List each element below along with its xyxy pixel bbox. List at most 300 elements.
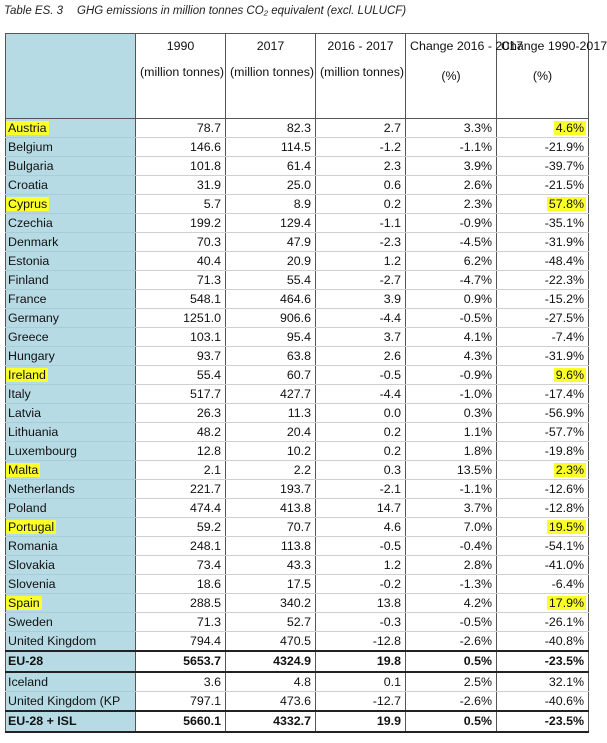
change-2016-2017-cell	[406, 423, 497, 442]
cell-text: -21.9%	[544, 140, 584, 154]
cell-text: 2.3	[383, 159, 401, 173]
change-1990-2017-cell	[497, 347, 589, 366]
cell-text: Slovenia	[8, 577, 56, 591]
cell-text: Germany	[8, 311, 59, 325]
cell-text: 1.2	[383, 254, 401, 268]
country-cell	[6, 290, 136, 309]
cell-text: 71.3	[196, 615, 221, 629]
table-row	[6, 556, 589, 575]
cell-text: 129.4	[279, 216, 311, 230]
country-cell	[6, 672, 136, 692]
table-body	[6, 119, 589, 733]
highlighted-text: 2.3%	[555, 463, 584, 477]
cell-text: -2.7	[379, 273, 401, 287]
cell-text: -0.9%	[459, 368, 492, 382]
cell-text: 470.5	[279, 634, 311, 648]
cell-text: 517.7	[189, 387, 221, 401]
cell-text: 32.1%	[548, 675, 584, 689]
change-1990-2017-cell	[497, 176, 589, 195]
highlighted-text: Malta	[8, 463, 39, 477]
table-row	[6, 613, 589, 632]
cell-text: 13.8	[376, 596, 401, 610]
change-1990-2017-cell	[497, 385, 589, 404]
change-1990-2017-cell	[497, 442, 589, 461]
value-1990-cell	[136, 233, 226, 252]
diff-2016-2017-cell	[316, 518, 406, 537]
cell-text: 4.2%	[463, 596, 492, 610]
highlighted-text: Cyprus	[8, 197, 48, 211]
cell-text: -0.5%	[459, 311, 492, 325]
value-1990-cell	[136, 195, 226, 214]
table-row	[6, 423, 589, 442]
value-2017-cell	[226, 138, 316, 157]
cell-text: 4.6	[383, 520, 401, 534]
value-1990-cell	[136, 138, 226, 157]
value-1990-cell	[136, 613, 226, 632]
value-2017-cell	[226, 347, 316, 366]
cell-text: 288.5	[189, 596, 221, 610]
cell-text: -23.5%	[544, 654, 584, 668]
cell-text: 3.7	[383, 330, 401, 344]
cell-text: -22.3%	[544, 273, 584, 287]
cell-text: 1.2	[383, 558, 401, 572]
change-1990-2017-cell	[497, 651, 589, 672]
cell-text: EU-28 + ISL	[8, 714, 77, 728]
cell-text: 199.2	[189, 216, 221, 230]
cell-text: 413.8	[279, 501, 311, 515]
diff-2016-2017-cell	[316, 119, 406, 138]
header-2017: 2017 (million tonnes)	[226, 34, 316, 119]
value-1990-cell	[136, 404, 226, 423]
change-1990-2017-cell	[497, 575, 589, 594]
table-row	[6, 480, 589, 499]
cell-text: 4.8	[293, 675, 311, 689]
cell-text: -56.9%	[544, 406, 584, 420]
change-2016-2017-cell	[406, 119, 497, 138]
value-1990-cell	[136, 672, 226, 692]
change-1990-2017-cell	[497, 692, 589, 712]
table-row	[6, 404, 589, 423]
cell-text: 0.5%	[463, 714, 492, 728]
value-1990-cell	[136, 518, 226, 537]
change-1990-2017-cell	[497, 119, 589, 138]
change-1990-2017-cell	[497, 711, 589, 732]
cell-text: 221.7	[189, 482, 221, 496]
value-2017-cell	[226, 711, 316, 732]
highlighted-text: 17.9%	[548, 596, 584, 610]
cell-text: -41.0%	[544, 558, 584, 572]
value-1990-cell	[136, 632, 226, 652]
cell-text: 73.4	[196, 558, 221, 572]
change-1990-2017-cell	[497, 233, 589, 252]
change-2016-2017-cell	[406, 613, 497, 632]
value-1990-cell	[136, 651, 226, 672]
country-cell	[6, 537, 136, 556]
country-cell	[6, 594, 136, 613]
diff-2016-2017-cell	[316, 632, 406, 652]
change-2016-2017-cell	[406, 711, 497, 732]
cell-text: 248.1	[189, 539, 221, 553]
cell-text: 4324.9	[273, 654, 311, 668]
cell-text: 7.0%	[463, 520, 492, 534]
cell-text: 19.9	[376, 714, 401, 728]
diff-2016-2017-cell	[316, 347, 406, 366]
diff-2016-2017-cell	[316, 290, 406, 309]
diff-2016-2017-cell	[316, 461, 406, 480]
cell-text: 20.9	[286, 254, 311, 268]
cell-text: 2.2	[293, 463, 311, 477]
cell-text: 0.5%	[463, 654, 492, 668]
change-2016-2017-cell	[406, 233, 497, 252]
cell-text: Italy	[8, 387, 31, 401]
cell-text: 0.9%	[463, 292, 492, 306]
cell-text: Latvia	[8, 406, 42, 420]
value-2017-cell	[226, 632, 316, 652]
country-cell	[6, 119, 136, 138]
value-2017-cell	[226, 692, 316, 712]
change-2016-2017-cell	[406, 252, 497, 271]
cell-text: 8.9	[293, 197, 311, 211]
cell-text: -54.1%	[544, 539, 584, 553]
cell-text: United Kingdom	[8, 634, 97, 648]
value-1990-cell	[136, 290, 226, 309]
value-2017-cell	[226, 385, 316, 404]
table-row	[6, 214, 589, 233]
cell-text: -1.1	[379, 216, 401, 230]
value-2017-cell	[226, 309, 316, 328]
cell-text: 4332.7	[273, 714, 311, 728]
cell-text: 59.2	[196, 520, 221, 534]
cell-text: 55.4	[196, 368, 221, 382]
change-1990-2017-cell	[497, 290, 589, 309]
cell-text: 17.5	[286, 577, 311, 591]
cell-text: 4.1%	[463, 330, 492, 344]
cell-text: 1.8%	[463, 444, 492, 458]
cell-text: Czechia	[8, 216, 53, 230]
table-row	[6, 537, 589, 556]
diff-2016-2017-cell	[316, 594, 406, 613]
table-row	[6, 442, 589, 461]
cell-text: 0.6	[383, 178, 401, 192]
cell-text: -1.0%	[459, 387, 492, 401]
header-1990: 1990 (million tonnes)	[136, 34, 226, 119]
cell-text: Lithuania	[8, 425, 59, 439]
cell-text: 0.2	[383, 425, 401, 439]
cell-text: 1251.0	[183, 311, 221, 325]
cell-text: -17.4%	[544, 387, 584, 401]
cell-text: -2.1	[379, 482, 401, 496]
cell-text: -31.9%	[544, 235, 584, 249]
change-1990-2017-cell	[497, 195, 589, 214]
cell-text: 63.8	[286, 349, 311, 363]
diff-2016-2017-cell	[316, 499, 406, 518]
cell-text: 70.3	[196, 235, 221, 249]
value-1990-cell	[136, 461, 226, 480]
diff-2016-2017-cell	[316, 328, 406, 347]
cell-text: 26.3	[196, 406, 221, 420]
value-1990-cell	[136, 347, 226, 366]
diff-2016-2017-cell	[316, 575, 406, 594]
change-1990-2017-cell	[497, 366, 589, 385]
value-2017-cell	[226, 404, 316, 423]
value-1990-cell	[136, 480, 226, 499]
value-1990-cell	[136, 711, 226, 732]
value-2017-cell	[226, 233, 316, 252]
change-2016-2017-cell	[406, 575, 497, 594]
value-2017-cell	[226, 271, 316, 290]
value-2017-cell	[226, 176, 316, 195]
value-1990-cell	[136, 214, 226, 233]
table-row	[6, 271, 589, 290]
diff-2016-2017-cell	[316, 385, 406, 404]
country-cell	[6, 347, 136, 366]
cell-text: 18.6	[196, 577, 221, 591]
value-1990-cell	[136, 499, 226, 518]
value-2017-cell	[226, 672, 316, 692]
cell-text: -0.9%	[459, 216, 492, 230]
country-cell	[6, 461, 136, 480]
table-row	[6, 385, 589, 404]
cell-text: 52.7	[286, 615, 311, 629]
cell-text: 0.2	[383, 197, 401, 211]
table-row	[6, 176, 589, 195]
change-1990-2017-cell	[497, 404, 589, 423]
table-row	[6, 138, 589, 157]
cell-text: 60.7	[286, 368, 311, 382]
header-2016-2017: 2016 - 2017 (million tonnes)	[316, 34, 406, 119]
value-2017-cell	[226, 442, 316, 461]
cell-text: Estonia	[8, 254, 50, 268]
cell-text: -31.9%	[544, 349, 584, 363]
value-2017-cell	[226, 290, 316, 309]
highlighted-text: Spain	[8, 596, 40, 610]
diff-2016-2017-cell	[316, 366, 406, 385]
change-1990-2017-cell	[497, 613, 589, 632]
cell-text: 548.1	[189, 292, 221, 306]
change-2016-2017-cell	[406, 518, 497, 537]
country-cell	[6, 442, 136, 461]
table-row	[6, 366, 589, 385]
cell-text: 797.1	[189, 694, 221, 708]
cell-text: -35.1%	[544, 216, 584, 230]
cell-text: 2.3%	[463, 197, 492, 211]
table-caption	[4, 5, 406, 17]
cell-text: -0.5	[379, 539, 401, 553]
cell-text: 11.3	[287, 406, 311, 420]
change-1990-2017-cell	[497, 157, 589, 176]
country-cell	[6, 195, 136, 214]
cell-text: 10.2	[286, 444, 311, 458]
value-2017-cell	[226, 575, 316, 594]
cell-text: 473.6	[279, 694, 311, 708]
cell-text: 61.4	[286, 159, 311, 173]
cell-text: 3.9%	[463, 159, 492, 173]
highlighted-text: 4.6%	[555, 121, 584, 135]
country-cell	[6, 366, 136, 385]
change-2016-2017-cell	[406, 176, 497, 195]
country-cell	[6, 518, 136, 537]
cell-text: France	[8, 292, 47, 306]
country-cell	[6, 385, 136, 404]
value-2017-cell	[226, 328, 316, 347]
cell-text: 0.2	[383, 444, 401, 458]
cell-text: 2.5%	[463, 675, 492, 689]
change-1990-2017-cell	[497, 138, 589, 157]
change-1990-2017-cell	[497, 556, 589, 575]
cell-text: 474.4	[189, 501, 221, 515]
change-2016-2017-cell	[406, 328, 497, 347]
highlighted-text: Ireland	[8, 368, 46, 382]
cell-text: 70.7	[286, 520, 311, 534]
cell-text: -23.5%	[544, 714, 584, 728]
highlighted-text: 57.8%	[548, 197, 584, 211]
change-2016-2017-cell	[406, 692, 497, 712]
diff-2016-2017-cell	[316, 138, 406, 157]
cell-text: 47.9	[286, 235, 311, 249]
change-1990-2017-cell	[497, 309, 589, 328]
country-cell	[6, 692, 136, 712]
change-2016-2017-cell	[406, 461, 497, 480]
cell-text: -2.6%	[459, 694, 492, 708]
caption-label: Table ES. 3	[4, 5, 64, 17]
cell-text: Iceland	[8, 675, 48, 689]
cell-text: -1.3%	[459, 577, 492, 591]
table-row	[6, 252, 589, 271]
change-1990-2017-cell	[497, 423, 589, 442]
value-2017-cell	[226, 537, 316, 556]
country-cell	[6, 556, 136, 575]
diff-2016-2017-cell	[316, 711, 406, 732]
cell-text: 5.7	[203, 197, 221, 211]
country-cell	[6, 214, 136, 233]
value-2017-cell	[226, 499, 316, 518]
change-1990-2017-cell	[497, 537, 589, 556]
cell-text: 95.4	[286, 330, 311, 344]
cell-text: 2.1	[203, 463, 221, 477]
cell-text: -1.1%	[459, 140, 492, 154]
country-cell	[6, 711, 136, 732]
header-change-1990-2017: Change 1990-2017 (%)	[497, 34, 589, 119]
cell-text: -40.6%	[544, 694, 584, 708]
table-row	[6, 499, 589, 518]
change-2016-2017-cell	[406, 556, 497, 575]
change-2016-2017-cell	[406, 499, 497, 518]
diff-2016-2017-cell	[316, 176, 406, 195]
cell-text: 12.8	[196, 444, 221, 458]
cell-text: Luxembourg	[8, 444, 77, 458]
diff-2016-2017-cell	[316, 672, 406, 692]
change-2016-2017-cell	[406, 366, 497, 385]
value-2017-cell	[226, 651, 316, 672]
change-1990-2017-cell	[497, 252, 589, 271]
cell-text: 0.3%	[463, 406, 492, 420]
cell-text: 794.4	[189, 634, 221, 648]
cell-text: -0.3	[379, 615, 401, 629]
country-cell	[6, 252, 136, 271]
table-row	[6, 461, 589, 480]
value-1990-cell	[136, 271, 226, 290]
value-1990-cell	[136, 385, 226, 404]
diff-2016-2017-cell	[316, 252, 406, 271]
diff-2016-2017-cell	[316, 271, 406, 290]
table-row	[6, 692, 589, 712]
cell-text: Hungary	[8, 349, 55, 363]
value-2017-cell	[226, 157, 316, 176]
cell-text: 78.7	[196, 121, 221, 135]
change-1990-2017-cell	[497, 518, 589, 537]
change-1990-2017-cell	[497, 594, 589, 613]
cell-text: 48.2	[196, 425, 221, 439]
value-1990-cell	[136, 176, 226, 195]
cell-text: -4.4	[379, 387, 401, 401]
highlighted-text: 19.5%	[548, 520, 584, 534]
cell-text: -27.5%	[544, 311, 584, 325]
cell-text: -26.1%	[544, 615, 584, 629]
cell-text: Finland	[8, 273, 49, 287]
cell-text: 55.4	[286, 273, 311, 287]
change-2016-2017-cell	[406, 442, 497, 461]
country-cell	[6, 328, 136, 347]
highlighted-text: Portugal	[8, 520, 55, 534]
change-1990-2017-cell	[497, 214, 589, 233]
header-row	[6, 34, 589, 119]
cell-text: -0.2	[379, 577, 401, 591]
cell-text: -15.2%	[544, 292, 584, 306]
table-row	[6, 157, 589, 176]
change-2016-2017-cell	[406, 632, 497, 652]
cell-text: -21.5%	[544, 178, 584, 192]
cell-text: 31.9	[196, 178, 221, 192]
value-1990-cell	[136, 423, 226, 442]
cell-text: 146.6	[189, 140, 221, 154]
value-1990-cell	[136, 692, 226, 712]
value-2017-cell	[226, 461, 316, 480]
cell-text: 4.3%	[463, 349, 492, 363]
diff-2016-2017-cell	[316, 556, 406, 575]
value-1990-cell	[136, 252, 226, 271]
cell-text: 13.5%	[456, 463, 492, 477]
change-2016-2017-cell	[406, 594, 497, 613]
change-2016-2017-cell	[406, 385, 497, 404]
table-row	[6, 328, 589, 347]
country-cell	[6, 480, 136, 499]
cell-text: Belgium	[8, 140, 53, 154]
table-row	[6, 290, 589, 309]
cell-text: -4.7%	[459, 273, 492, 287]
diff-2016-2017-cell	[316, 651, 406, 672]
cell-text: 93.7	[196, 349, 221, 363]
value-1990-cell	[136, 366, 226, 385]
change-2016-2017-cell	[406, 309, 497, 328]
cell-text: 103.1	[189, 330, 221, 344]
diff-2016-2017-cell	[316, 480, 406, 499]
change-2016-2017-cell	[406, 138, 497, 157]
table-row	[6, 594, 589, 613]
value-1990-cell	[136, 594, 226, 613]
change-2016-2017-cell	[406, 651, 497, 672]
header-change-2016-2017: Change 2016 - 2017 (%)	[406, 34, 497, 119]
cell-text: 114.5	[280, 140, 311, 154]
value-1990-cell	[136, 442, 226, 461]
cell-text: -0.5	[379, 368, 401, 382]
table-row	[6, 672, 589, 692]
country-cell	[6, 423, 136, 442]
cell-text: Denmark	[8, 235, 59, 249]
country-cell	[6, 233, 136, 252]
change-1990-2017-cell	[497, 328, 589, 347]
change-2016-2017-cell	[406, 537, 497, 556]
cell-text: -12.6%	[544, 482, 584, 496]
